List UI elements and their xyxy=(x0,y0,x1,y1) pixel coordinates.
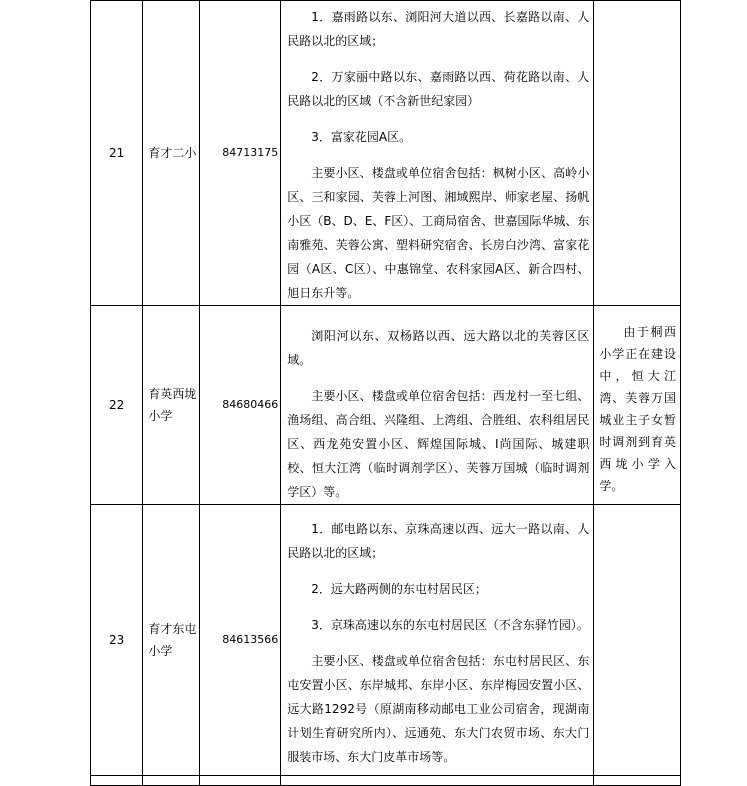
area-paragraph: 主要小区、楼盘或单位宿舍包括：西龙村一至七组、渔场组、高合组、兴隆组、上湾组、合胜组、农科组居民区、西龙苑安置小区、辉煌国际城、I尚国际、城建职校、恒大江湾（临时调剂学区）、芙蓉万国城（临时调剂学区）等。 xyxy=(287,389,590,499)
empty-cell xyxy=(143,776,199,786)
table-row xyxy=(91,1,681,306)
remark xyxy=(594,1,681,306)
district-area xyxy=(281,505,594,776)
table-row xyxy=(91,306,681,505)
row-number: 23 xyxy=(91,505,143,776)
row-number: 21 xyxy=(91,1,143,306)
area-paragraph: 2．万家丽中路以东、嘉雨路以西、荷花路以南、人民路以北的区域（不含新世纪家园） xyxy=(287,70,590,108)
school-name: 育才东屯小学 xyxy=(143,505,199,776)
area-paragraph: 3．富家花园A区。 xyxy=(311,130,412,144)
district-area xyxy=(281,1,594,306)
area-paragraph: 1．邮电路以东、京珠高速以西、远大一路以南、人民路以北的区域； xyxy=(287,522,590,560)
area-paragraph: 浏阳河以东、双杨路以西、远大路以北的芙蓉区区域。 xyxy=(287,329,590,367)
empty-cell xyxy=(199,776,281,786)
phone-number: 84680466 xyxy=(199,306,281,505)
area-paragraph: 2．远大路两侧的东屯村居民区； xyxy=(311,582,487,596)
school-name: 育英西垅小学 xyxy=(143,306,199,505)
phone-number: 84613566 xyxy=(199,505,281,776)
empty-cell xyxy=(281,776,594,786)
table-row xyxy=(91,776,681,786)
district-area xyxy=(281,306,594,505)
school-name: 育才二小 xyxy=(143,1,199,306)
remark-text: 由于桐西小学正在建设中，恒大江湾、芙蓉万国城业主子女暂时调剂到育英西垅小学入学。 xyxy=(599,325,676,493)
empty-cell xyxy=(91,776,143,786)
area-paragraph: 主要小区、楼盘或单位宿舍包括：东屯村居民区、东屯安置小区、东岸城邦、东岸小区、东岸梅园安置小区、远大路1292号（原湖南移动邮电工业公司宿舍，现湖南计划生育研究所内）、远通苑、东大门农贸市场、东大门服装市场、东大门皮革市场等。 xyxy=(287,654,590,764)
area-paragraph: 主要小区、楼盘或单位宿舍包括：枫树小区、高岭小区、三和家园、芙蓉上河图、湘域熙岸、师家老屋、扬帆小区（B、D、E、F区）、工商局宿舍、世嘉国际华城、东南雅苑、芙蓉公寓、塑料研究宿舍、长房白沙湾、富家花园（A区、C区）、中惠锦堂、农科家园A区、新合四村、旭日东升等。 xyxy=(287,166,590,300)
area-paragraph: 1．嘉雨路以东、浏阳河大道以西、长嘉路以南、人民路以北的区域； xyxy=(287,10,590,48)
table-row xyxy=(91,505,681,776)
empty-cell xyxy=(594,776,681,786)
remark xyxy=(594,306,681,505)
area-paragraph: 3．京珠高速以东的东屯村居民区（不含东驿竹园）。 xyxy=(311,618,589,632)
row-number: 22 xyxy=(91,306,143,505)
remark xyxy=(594,505,681,776)
school-district-table xyxy=(90,0,681,786)
phone-number: 84713175 xyxy=(199,1,281,306)
